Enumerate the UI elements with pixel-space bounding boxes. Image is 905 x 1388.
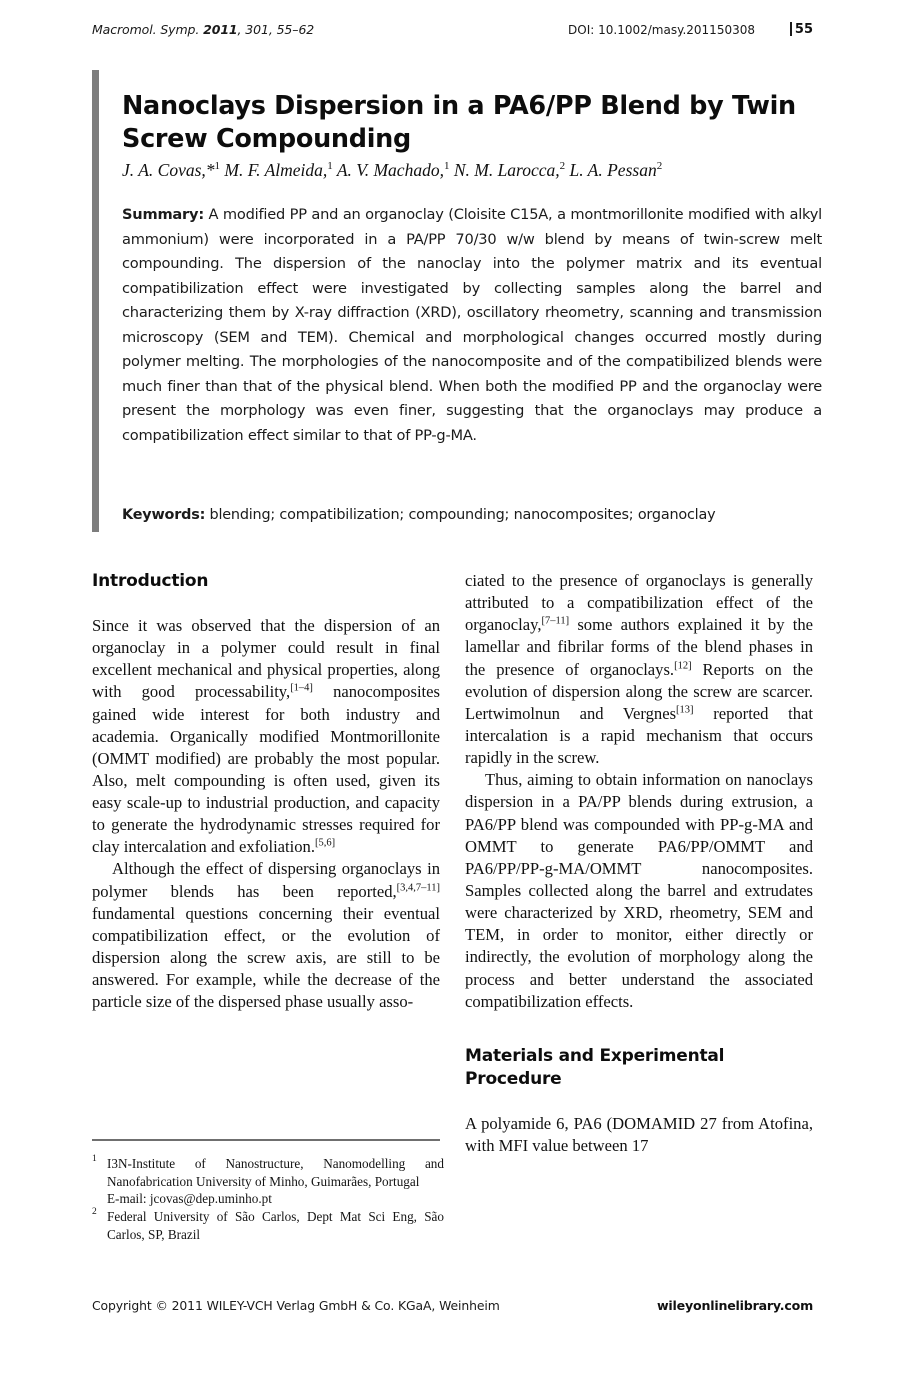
title-accent-bar — [92, 70, 99, 532]
footnote-list — [92, 1155, 444, 1243]
copyright-text: Copyright © 2011 WILEY-VCH Verlag GmbH & Co. KGaA, Weinheim — [92, 1298, 500, 1313]
page-number-bar-icon — [790, 22, 792, 36]
keywords-label: Keywords: — [122, 507, 206, 523]
footnote-marker: 2 — [92, 1207, 97, 1218]
summary-block — [122, 203, 822, 448]
page-number: 55 — [794, 21, 813, 37]
paragraph: A polyamide 6, PA6 (DOMAMID 27 from Atofina, with MFI value between 17 — [465, 1113, 813, 1155]
footnote-item — [92, 1155, 444, 1190]
paragraph: Since it was observed that the dispersion of an organoclay in a polymer could result in final excellent mechanical and physical properties, along with good processability,[1–4] nanocomposites gained wide interest for both industry and academia. Organically modified Montmorillonite (OMMT modified) are probably the most popular. Also, melt compounding is often used, given its easy scale-up to industrial production, and capacity to generate the hydrodynamic stresses required for clay intercalation and exfoliation.[5,6] — [92, 615, 440, 857]
body-column-right — [465, 570, 813, 1157]
author-list: J. A. Covas,*$^1$ M. F. Almeida,$^1$ A. V. Machado,$^1$ N. M. Larocca,$^2$ L. A. Pessan$^2$ — [122, 160, 663, 180]
section-heading-introduction: Introduction — [92, 571, 209, 591]
summary-text: A modified PP and an organoclay (Cloisite C15A, a montmorillonite modified with alkyl ammonium) were incorporated in a PA/PP 70/30 w/w blend by means of twin-screw melt compounding. The dispersion of the nanoclay into the polymer matrix and its eventual compatibilization effect were investigated by collecting samples along the barrel and characterizing them by X-ray diffraction (XRD), oscillatory rheometry, scanning and transmission microscopy (SEM and TEM). Chemical and morphological changes occurred mostly during polymer melting. The morphologies of the nanocomposite and of the compatibilized blends were much finer than that of the physical blend. When both the modified PP and the organoclay were present the morphology was even finer, suggesting that the organoclays may produce a compatibilization effect similar to that of PP-g-MA. — [122, 206, 822, 444]
body-column-left — [92, 570, 440, 1013]
paragraph: ciated to the presence of organoclays is generally attributed to a compatibilization effect of the organoclay,[7–11] some authors explained it by the lamellar and fibrilar forms of the blend phases in the presence of organoclays.[12] Reports on the evolution of dispersion along the screw are scarcer. Lertwimolnun and Vergnes[13] reported that intercalation is a rapid mechanism that occurs rapidly in the screw. — [465, 571, 814, 768]
summary-label: Summary: — [122, 206, 204, 223]
keywords-text: blending; compatibilization; compounding; nanocomposites; organoclay — [205, 507, 716, 523]
footnote-separator-rule — [92, 1139, 440, 1141]
journal-name: Macromol. Symp. — [92, 22, 204, 37]
section-heading-materials: Materials and Experimental Procedure — [465, 1045, 725, 1089]
footnote-marker: 1 — [92, 1154, 97, 1164]
footnote-text: Federal University of São Carlos, Dept Mat Sci Eng, São Carlos, SP, Brazil — [107, 1209, 444, 1242]
page-footer — [92, 1298, 813, 1318]
publisher-website-link[interactable]: wileyonlinelibrary.com — [656, 1298, 813, 1313]
page-title: Nanoclays Dispersion in a PA6/PP Blend by Twin Screw Compounding — [122, 91, 796, 155]
footnote-text: I3N-Institute of Nanostructure, Nanomodelling and Nanofabrication University of Minho, Guimarães, Portugal — [107, 1156, 444, 1189]
journal-year: 2011 — [203, 22, 238, 37]
running-head — [92, 22, 813, 42]
paragraph: Thus, aiming to obtain information on nanoclays dispersion in a PA/PP blends during extrusion, a PA6/PP blend was compounded with PP-g-MA and OMMT to generate PA6/PP/OMMT and PA6/PP/PP-g-MA/OMMT nanocomposites. Samples collected along the barrel and extrudates were characterized by XRD, rheometry, SEM and TEM, in order to monitor, either directly or indirectly, the evolution of morphology along the process and better understand the associated compatibilization effects. — [465, 770, 813, 1011]
page-number-group — [790, 22, 813, 36]
journal-volume-pages: , 301, 55–62 — [237, 22, 315, 37]
paragraph: Although the effect of dispersing organoclays in polymer blends has been reported,[3,4,7–11] fundamental questions concerning their eventual compatibilization effect, or the evolution of dispersion along the screw axis, are still to be answered. For example, while the decrease of the particle size of the dispersed phase usually asso- — [92, 859, 440, 1012]
footnote-item — [92, 1208, 444, 1243]
journal-citation — [92, 22, 314, 37]
footnote-email[interactable]: E-mail: jcovas@dep.uminho.pt — [107, 1191, 272, 1207]
keywords-block — [122, 505, 822, 527]
doi-text: DOI: 10.1002/masy.201150308 — [568, 23, 755, 37]
